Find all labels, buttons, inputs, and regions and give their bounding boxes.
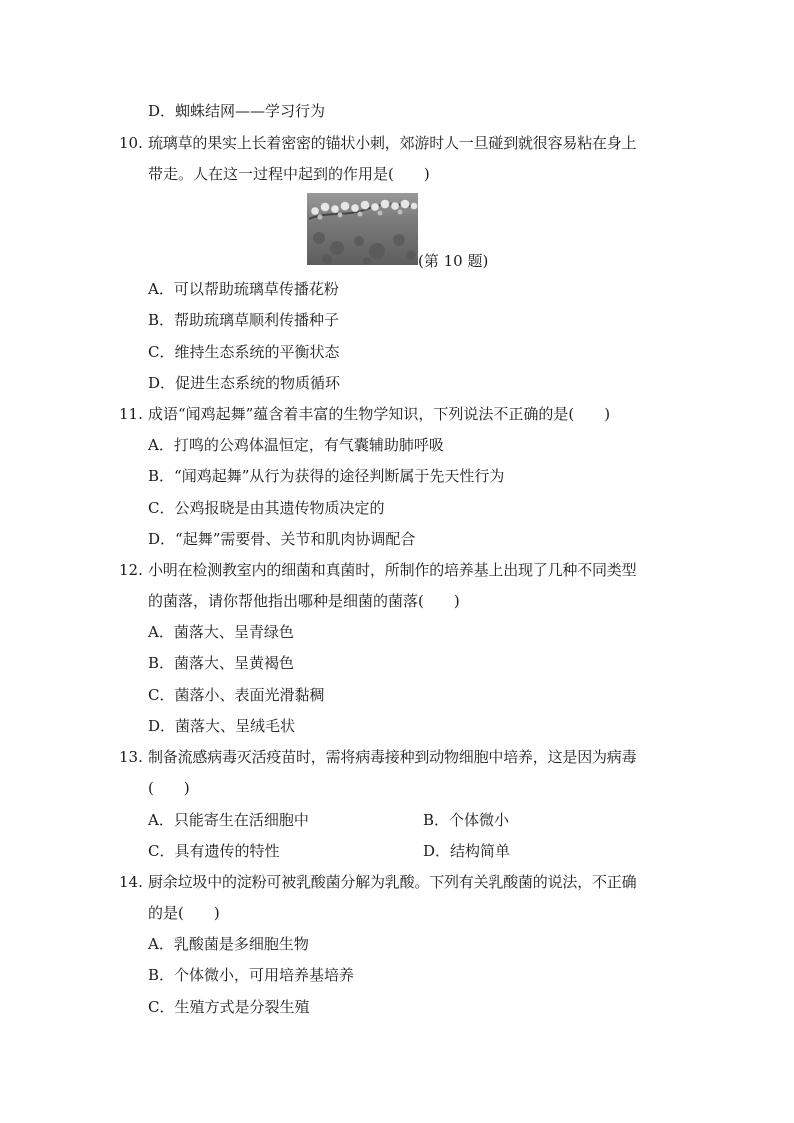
q10-figure-caption: (第 10 题) bbox=[418, 252, 489, 270]
q14-option-b: B．个体微小，可用培养基培养 bbox=[148, 966, 355, 984]
q12-stem-line1: 小明在检测教室内的细菌和真菌时，所制作的培养基上出现了几种不同类型 bbox=[148, 561, 637, 579]
q13-number: 13. bbox=[119, 748, 143, 766]
q10-stem-line2: 带走。人在这一过程中起到的作用是( ) bbox=[148, 165, 430, 183]
q14-number: 14. bbox=[119, 873, 143, 891]
q12-option-c: C．菌落小、表面光滑黏稠 bbox=[148, 686, 325, 704]
q10-figure-photo bbox=[307, 193, 418, 265]
q12-stem-line2: 的菌落，请你帮他指出哪种是细菌的菌落( ) bbox=[148, 592, 460, 610]
q13-stem-line1: 制备流感病毒灭活疫苗时，需将病毒接种到动物细胞中培养，这是因为病毒 bbox=[148, 748, 637, 766]
q10-stem-line1: 琉璃草的果实上长着密密的锚状小刺，郊游时人一旦碰到就很容易粘在身上 bbox=[148, 134, 637, 152]
q11-option-b: B．“闻鸡起舞”从行为获得的途径判断属于先天性行为 bbox=[148, 467, 505, 485]
q12-option-d: D．菌落大、呈绒毛状 bbox=[148, 717, 296, 735]
q13-option-c: C．具有遗传的特性 bbox=[148, 842, 280, 860]
q12-option-a: A．菌落大、呈青绿色 bbox=[148, 623, 294, 641]
q13-option-a: A．只能寄生在活细胞中 bbox=[148, 811, 309, 829]
q11-option-d: D．“起舞”需要骨、关节和肌肉协调配合 bbox=[148, 530, 416, 548]
q14-stem-line1: 厨余垃圾中的淀粉可被乳酸菌分解为乳酸。下列有关乳酸菌的说法，不正确 bbox=[148, 873, 637, 891]
q13-option-b: B．个体微小 bbox=[423, 811, 510, 829]
q9-option-d: D．蜘蛛结网——学习行为 bbox=[148, 102, 326, 120]
q10-option-b: B．帮助琉璃草顺利传播种子 bbox=[148, 311, 340, 329]
q14-option-c: C．生殖方式是分裂生殖 bbox=[148, 998, 310, 1016]
q14-option-a: A．乳酸菌是多细胞生物 bbox=[148, 935, 309, 953]
q10-option-c: C．维持生态系统的平衡状态 bbox=[148, 343, 340, 361]
q12-number: 12. bbox=[119, 561, 143, 579]
q12-option-b: B．菌落大、呈黄褐色 bbox=[148, 654, 295, 672]
q10-option-a: A．可以帮助琉璃草传播花粉 bbox=[148, 280, 339, 298]
q11-option-c: C．公鸡报晓是由其遗传物质决定的 bbox=[148, 499, 385, 517]
q11-option-a: A．打鸣的公鸡体温恒定，有气囊辅助肺呼吸 bbox=[148, 436, 444, 454]
q13-option-d: D．结构简单 bbox=[423, 842, 511, 860]
q13-stem-line2: ( ) bbox=[148, 779, 190, 797]
q10-number: 10. bbox=[119, 134, 143, 152]
q10-option-d: D．促进生态系统的物质循环 bbox=[148, 374, 341, 392]
q14-stem-line2: 的是( ) bbox=[148, 904, 220, 922]
q11-number: 11. bbox=[119, 405, 143, 423]
q11-stem-line1: 成语“闻鸡起舞”蕴含着丰富的生物学知识，下列说法不正确的是( ) bbox=[148, 405, 611, 423]
